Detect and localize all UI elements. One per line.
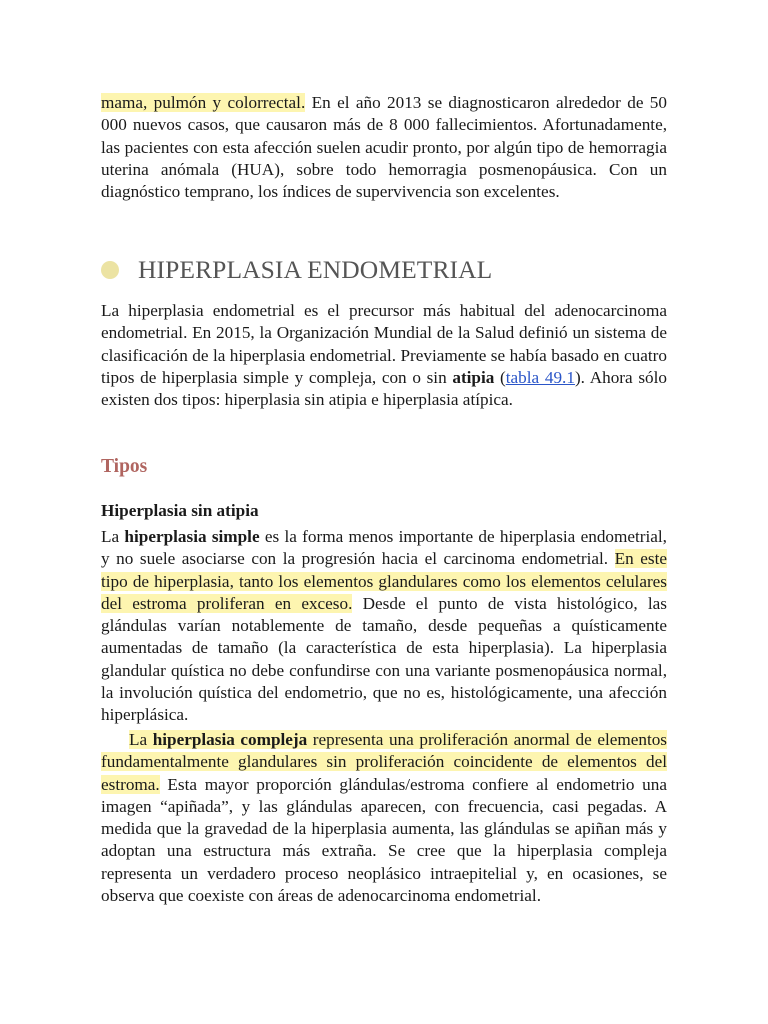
bold-term: atipia — [452, 367, 495, 387]
p2-text-c: Desde el punto de vista histológico, las glándulas varían notablemente de tamaño, desde pequeñas a quísticamente aumentadas de tamaño (la característica de esta hiperplasia). La hiperplasia glandular quística no debe confundirse con una variante posmenopáusica normal, la involución quística del endometrio, que no es, histológicamente, una afección hiperplásica. — [101, 593, 667, 725]
section-paragraph — [101, 300, 667, 411]
section-heading — [101, 253, 492, 287]
section-title: HIPERPLASIA ENDOMETRIAL — [138, 255, 493, 284]
subsubsection-heading: Hiperplasia sin atipia — [101, 501, 259, 520]
complex-hyperplasia-paragraph — [101, 729, 667, 907]
highlighted-text: mama, pulmón y colorrectal. — [101, 93, 306, 112]
table-reference-link[interactable]: tabla 49.1 — [505, 367, 575, 387]
bold-term: hiperplasia compleja — [152, 730, 308, 749]
highlighted-text: En este tipo de hiperplasia, tanto los elementos glandulares como los elementos celulares del estroma proliferan en exceso. — [101, 549, 667, 613]
highlighted-text-a: La — [129, 730, 153, 749]
p3-text: Esta mayor proporción glándulas/estroma confiere al endometrio una imagen “apiñada”, y las glándulas aparecen, con frecuencia, casi pegadas. A medida que la gravedad de la hiperplasia aumenta, las glándulas se apiñan más y adoptan una estructura más extraña. Se cree que la hiperplasia compleja representa un verdadero proceso neoplásico intraepitelial y, en ocasiones, se observa que coexiste con áreas de adenocarcinoma endometrial. — [101, 774, 667, 906]
section-text-b: ( — [494, 367, 506, 387]
subsection-heading: Tipos — [101, 456, 148, 477]
bold-term: hiperplasia simple — [124, 527, 260, 546]
section-text-a: La hiperplasia endometrial es el precursor más habitual del adenocarcinoma endometrial. En 2015, la Organización Mundial de la Salud definió un sistema de clasificación de la hiperplasia endometrial. Previamente se había basado en cuatro tipos de hiperplasia simple y compleja, con o sin — [101, 301, 667, 387]
bullet-dot-icon — [101, 261, 119, 279]
section-text-c: ). Ahora sólo existen dos tipos: hiperplasia sin atipia e hiperplasia atípica. — [101, 367, 667, 410]
intro-paragraph — [101, 92, 667, 203]
highlighted-text-b: representa una proliferación anormal de elementos fundamentalmente glandulares sin proliferación coincidente de elementos del estroma. — [101, 730, 668, 794]
simple-hyperplasia-paragraph — [101, 526, 667, 727]
p2-text-a: La — [101, 527, 125, 546]
intro-text: En el año 2013 se diagnosticaron alrededor de 50 000 nuevos casos, que causaron más de 8 000 fallecimientos. Afortunadamente, las pacientes con esta afección suelen acudir pronto, por algún tipo de hemorragia uterina anómala (HUA), sobre todo hemorragia posmenopáusica. Con un diagnóstico temprano, los índices de supervivencia son excelentes. — [101, 93, 667, 202]
p2-text-b: es la forma menos importante de hiperplasia endometrial, y no suele asociarse con la progresión hacia el carcinoma endometrial. — [101, 527, 667, 569]
